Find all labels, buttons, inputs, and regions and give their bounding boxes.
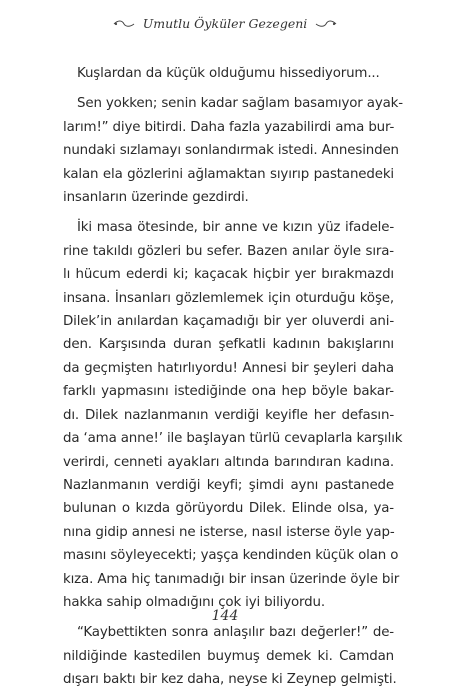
- text-line: larım!” diye bitirdi. Daha fazla yazabilirdi ama bur-: [63, 119, 395, 135]
- text-line: da ‘ama anne!’ ile başlayan türlü cevaplarla karşılık: [63, 431, 403, 447]
- paragraph: [63, 216, 403, 614]
- text-line: masını söyleyecekti; yaşça kendinden küçük olan o: [63, 548, 399, 564]
- text-line: Kuşlardan da küçük olduğumu hissediyorum...: [77, 66, 380, 81]
- text-line: den. Karşısında duran şefkatli kadının bakışlarını: [63, 337, 394, 353]
- text-line: nildiğinde kastedilen buymuş demek ki. Camdan: [63, 648, 394, 664]
- text-line: İki masa ötesinde, bir anne ve kızın yüz ifadele-: [77, 220, 394, 236]
- book-title: Umutlu Öyküler Gezegeni: [142, 16, 308, 31]
- text-line: insana. İnsanları gözlemlemek için oturduğu köşe,: [63, 290, 394, 306]
- text-line: Dilek’in anılardan kaçamadığı bir yer oluverdi ani-: [63, 314, 394, 330]
- page-number: 144: [211, 608, 239, 624]
- text-line: insanların üzerinde gezdirdi.: [63, 190, 249, 206]
- paragraph: [63, 92, 403, 209]
- text-line: farklı yapmasını istediğinde ona hep böyle bakar-: [63, 384, 394, 400]
- text-line: nundaki sızlamayı sonlandırmak istedi. Annesinden: [63, 143, 399, 159]
- text-line: dı. Dilek nazlanmanın verdiği keyifle her defasın-: [63, 407, 394, 423]
- text-line: kalan ela gözlerini ağlamaktan sıyırıp pastanedeki: [63, 166, 394, 182]
- text-line: kıza. Ama hiç tanımadığı bir insan üzerinde öyle bir: [63, 571, 400, 587]
- text-line: Sen yokken; senin kadar sağlam basamıyor ayak-: [77, 96, 403, 112]
- flourish-icon: [113, 19, 135, 29]
- text-line: rine takıldı gözleri bu sefer. Bazen anılar öyle sıra-: [63, 243, 394, 259]
- text-line: da geçmişten hatırlıyordu! Annesi bir şeyleri daha: [63, 360, 394, 376]
- text-line: “Kaybettikten sonra anlaşılır bazı değerler!” de-: [77, 625, 394, 641]
- text-line: lı hücum ederdi ki; kaçacak hiçbir yer bırakmazdı: [63, 267, 394, 283]
- text-line: dışarı baktı bir kez daha, neyse ki Zeynep gelmişti.: [63, 672, 397, 688]
- text-line: hakka sahip olmadığını çok iyi biliyordu.: [63, 594, 325, 610]
- text-line: nına gidip annesi ne isterse, nasıl isterse öyle yap-: [63, 524, 395, 540]
- flourish-icon: [315, 19, 337, 29]
- text-line: bulunan o kızda görüyordu Dilek. Elinde olsa, ya-: [63, 501, 394, 517]
- page-body: [63, 62, 403, 699]
- paragraph: [63, 621, 397, 691]
- running-header: [0, 16, 450, 31]
- paragraph: [63, 62, 394, 85]
- text-line: verirdi, cenneti ayakları altında barındıran kadına.: [63, 454, 394, 470]
- text-line: Nazlanmanın verdiği keyfi; şimdi aynı pastanede: [63, 477, 394, 493]
